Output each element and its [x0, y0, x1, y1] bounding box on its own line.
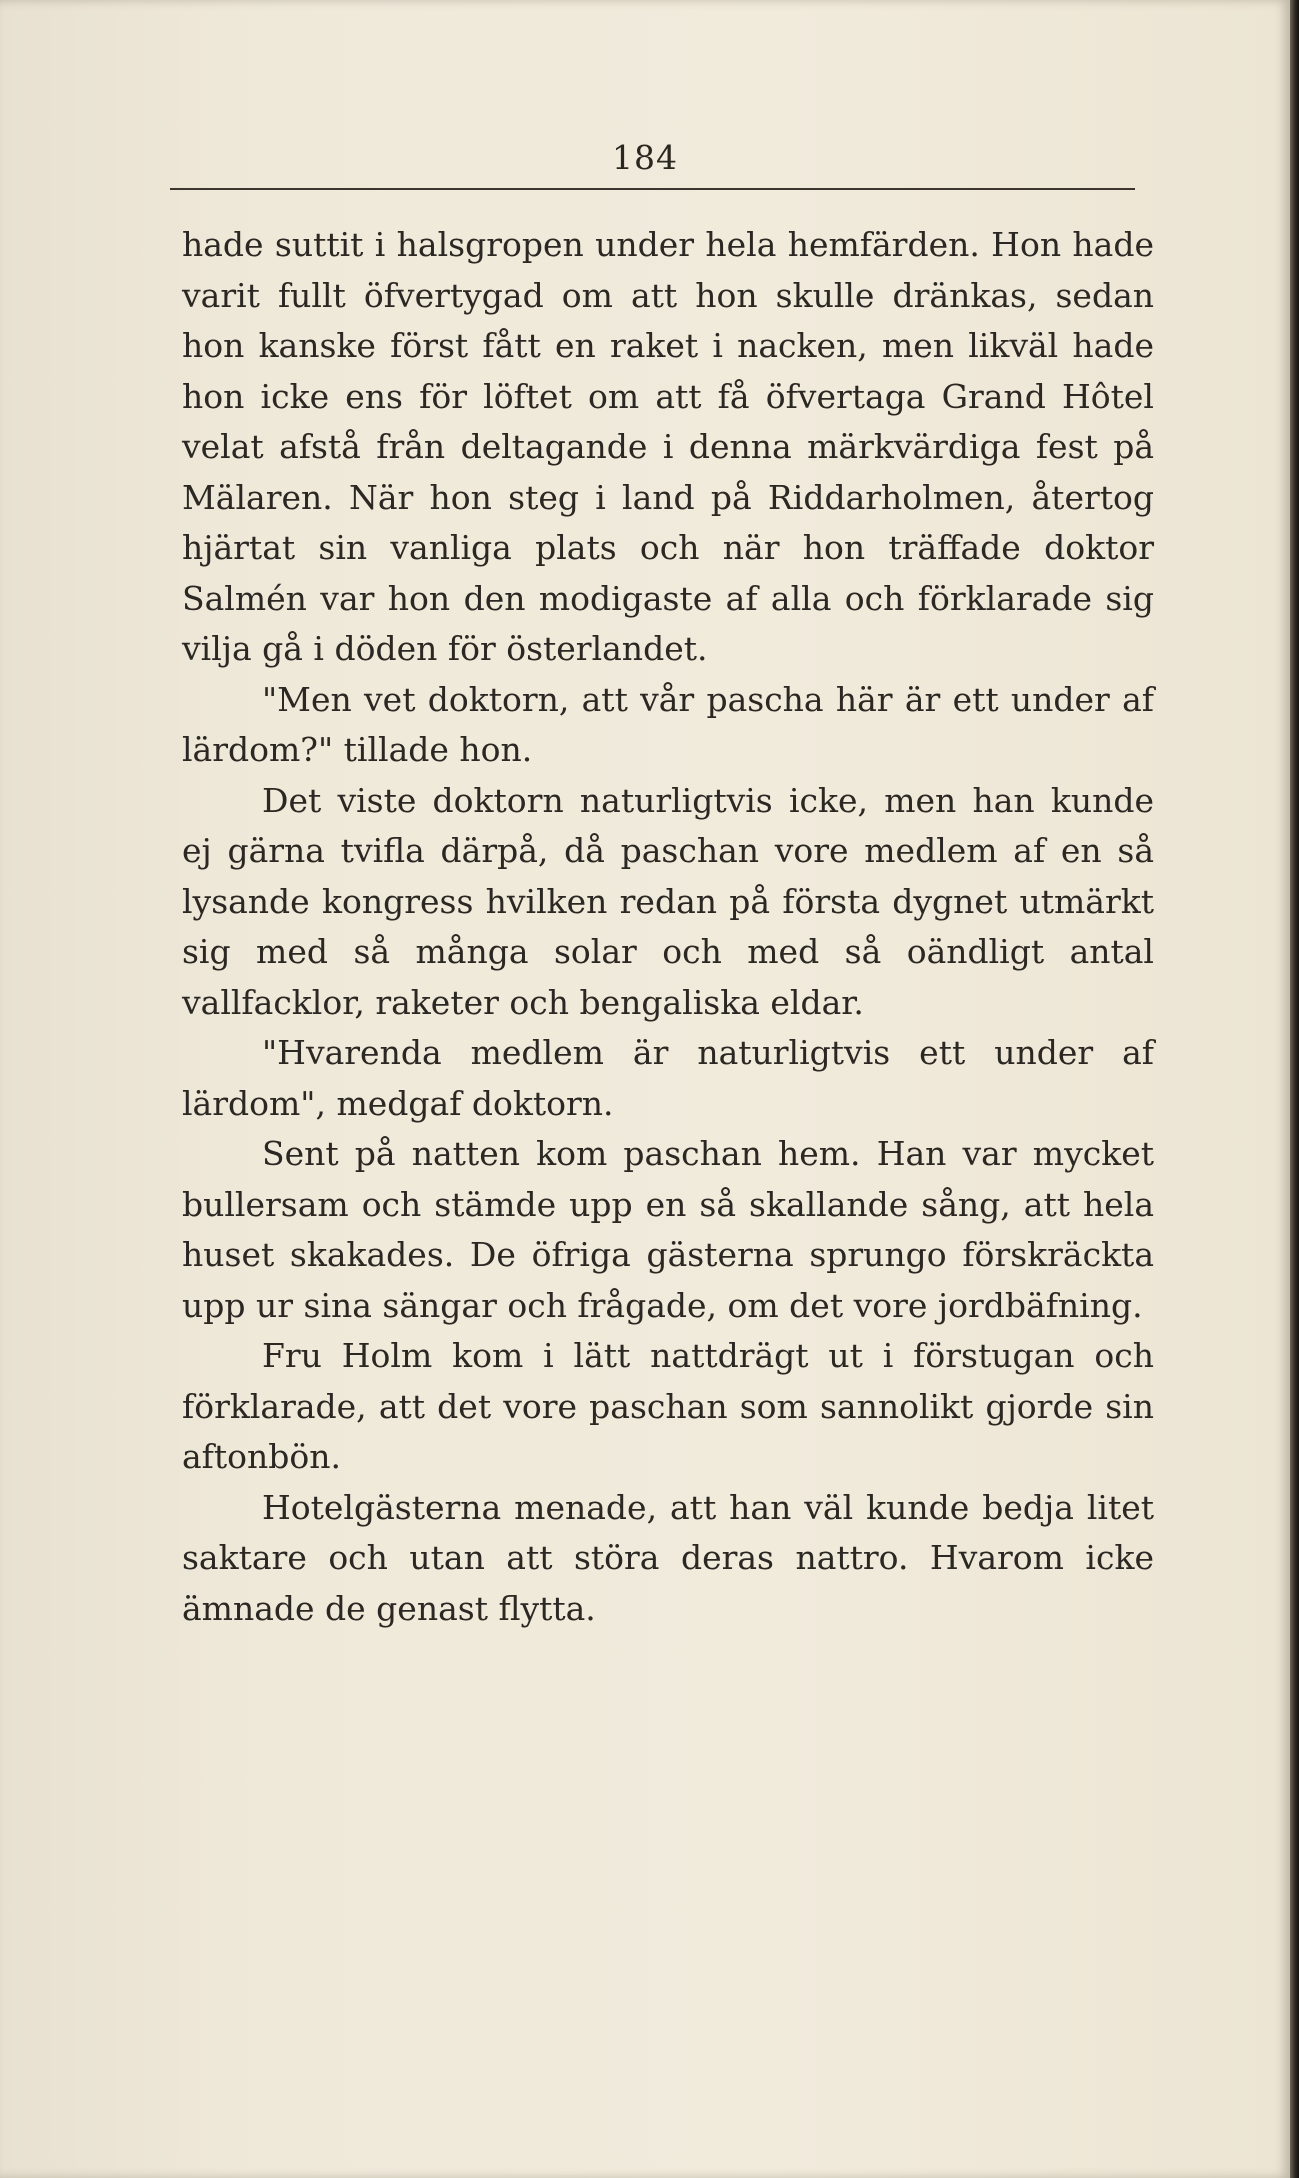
paragraph: Hotelgästerna menade, att han väl kunde bedja litet saktare och utan att störa deras nattro. Hvarom icke ämnade de genast flytta.: [182, 1487, 1154, 1628]
paragraph: "Men vet doktorn, att vår pascha här är ett under af lärdom?" tillade hon.: [182, 679, 1154, 769]
paragraph: "Hvarenda medlem är naturligtvis ett under af lärdom", medgaf doktorn.: [182, 1033, 1154, 1123]
paragraph: Det viste doktorn naturligtvis icke, men han kunde ej gärna tvifla därpå, då paschan vore medlem af en så lysande kongress hvilken redan på första dygnet utmärkt sig med så många solar och med så oändligt antal vallfacklor, raketer och bengaliska eldar.: [182, 780, 1154, 1022]
paragraph: hade suttit i halsgropen under hela hemfärden. Hon hade varit fullt öfvertygad om att hon skulle dränkas, sedan hon kanske först fått en raket i nacken, men likväl hade hon icke ens för löftet om att få öfvertaga Grand Hôtel velat afstå från deltagande i denna märkvärdiga fest på Mälaren. När hon steg i land på Riddarholmen, återtog hjärtat sin vanliga plats och när hon träffade doktor Salmén var hon den modigaste af alla och förklarade sig vilja gå i döden för österlandet.: [182, 225, 1154, 668]
header-rule: [170, 188, 1135, 190]
page-edge: [1290, 0, 1299, 2178]
paragraph: Fru Holm kom i lätt nattdrägt ut i förstugan och förklarade, att det vore paschan som sannolikt gjorde sin aftonbön.: [182, 1336, 1154, 1476]
paragraph: Sent på natten kom paschan hem. Han var mycket bullersam och stämde upp en så skallande sång, att hela huset skakades. De öfriga gästerna sprungo förskräckta upp ur sina sängar och frågade, om det vore jordbäfning.: [182, 1134, 1154, 1325]
page-number: 184: [612, 138, 678, 177]
body-text: [182, 220, 1154, 1634]
